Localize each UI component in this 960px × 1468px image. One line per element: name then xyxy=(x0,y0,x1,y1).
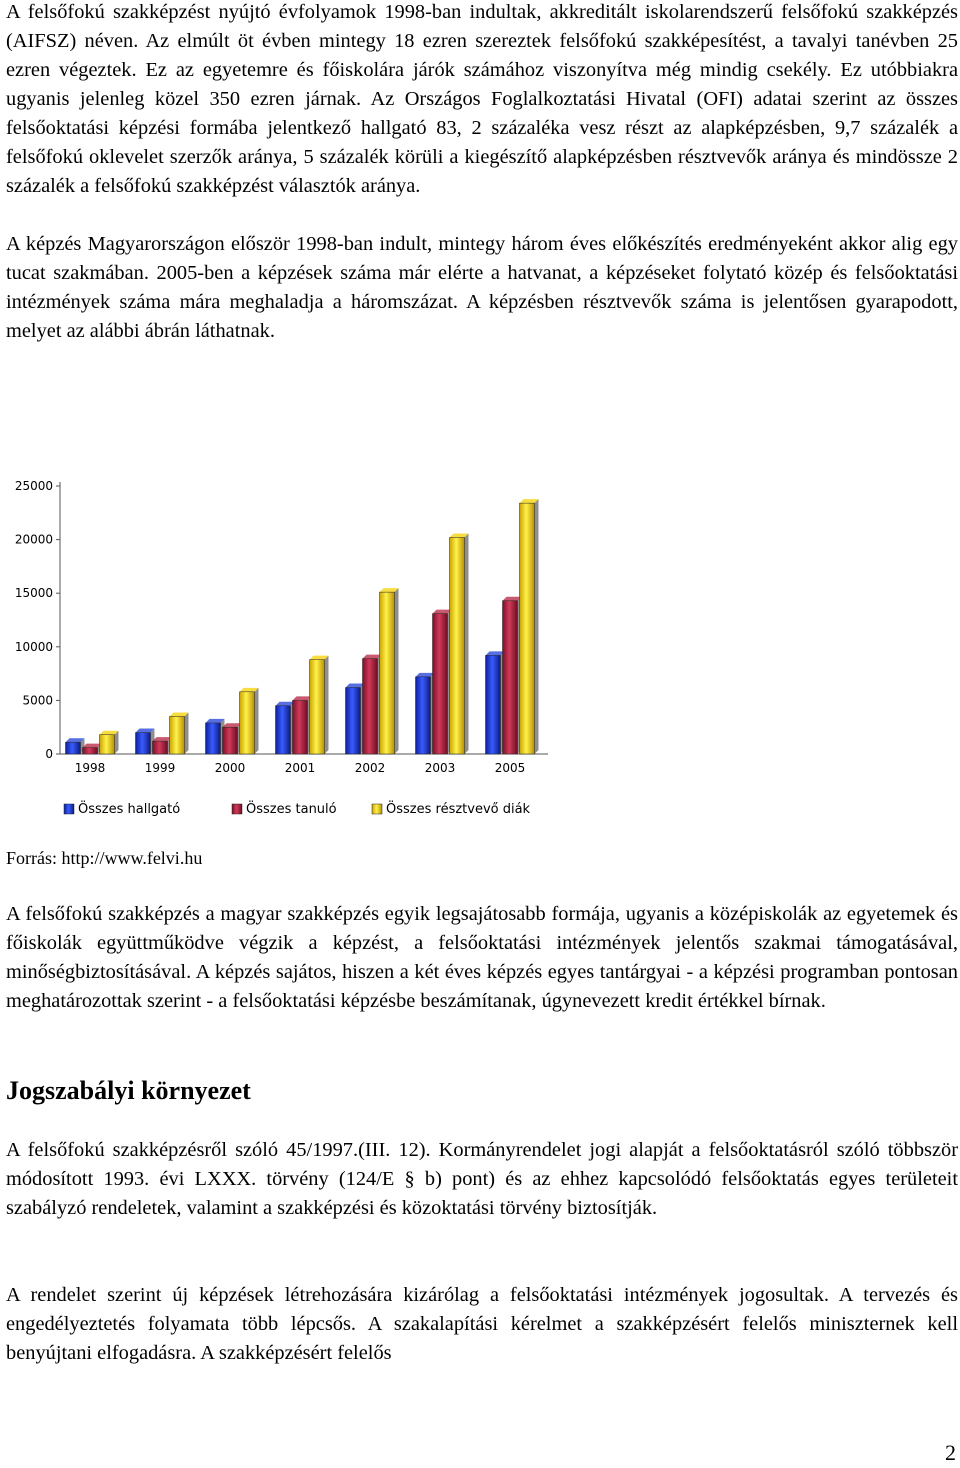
x-tick-label: 2000 xyxy=(214,761,246,775)
paragraph-intro: A felsőfokú szakképzést nyújtó évfolyamok 1998-ban indultak, akkreditált iskolarendszerű felsőfokú szakképzés (AIFSZ) néven. Az elmúlt öt évben mintegy 18 ezren szereztek felsőfokú szakképesítést, a tavalyi tanévben 25 ezren végeztek. Ez az egyetemre és főiskolára járók számához viszonyítva még mindig csekély. Ez utóbbiakra ugyanis jelenleg közel 350 ezren járnak. Az Országos Foglalkoztatási Hivatal (OFI) adatai szerint az összes felsőoktatási képzési formába jelentkező hallgató 83, 2 százaléka vesz részt az alapképzésben, 9,7 százalék a felsőfokú oklevelet szerzők aránya, 5 százalék körüli a kiegészítő alapképzésben résztvevők aránya és mindössze 2 százalék a felsőfokú szakképzést választók aránya. xyxy=(6,1,958,197)
x-tick-label: 1998 xyxy=(74,761,106,775)
bar xyxy=(240,692,255,754)
chart-bars xyxy=(66,499,539,754)
bar xyxy=(450,537,465,754)
x-tick-label: 2003 xyxy=(424,761,456,775)
legend-swatch xyxy=(232,804,242,814)
y-tick-label: 15000 xyxy=(14,586,53,601)
section-heading: Jogszabályi környezet xyxy=(6,1076,251,1105)
figure-source: Forrás: http://www.felvi.hu xyxy=(6,848,203,868)
y-tick-label: 25000 xyxy=(14,479,53,493)
bar-side xyxy=(255,688,259,754)
x-tick-label: 2002 xyxy=(354,761,386,775)
bar xyxy=(310,660,325,754)
bar-side xyxy=(325,656,329,754)
x-tick-label: 1999 xyxy=(144,761,176,775)
document-page xyxy=(6,0,958,346)
bar xyxy=(83,748,98,754)
bar xyxy=(503,601,518,754)
bar-side xyxy=(535,499,539,754)
paragraph-legal-basis: A felsőfokú szakképzésről szóló 45/1997.(III. 12). Kormányrendelet jogi alapját a felsőoktatásról szóló többször módosított 1993. évi LXXX. törvény (124/E § b) pont) és az ehhez kapcsolódó felsőoktatás egyes területeit szabályzó rendeletek, valamint a szakképzési és közoktatási törvény biztosítják. xyxy=(6,1139,958,1219)
bar xyxy=(66,742,81,754)
bar xyxy=(380,592,395,754)
chart-legend xyxy=(64,800,531,817)
y-tick-label: 10000 xyxy=(14,639,53,654)
bar xyxy=(416,677,431,754)
legend-swatch xyxy=(372,804,382,814)
bar-side xyxy=(185,712,189,754)
bar xyxy=(223,727,238,754)
bar xyxy=(433,614,448,754)
paragraph-history: A képzés Magyarországon először 1998-ban indult, mintegy három éves előkészítés eredményeként akkor alig egy tucat szakmában. 2005-ben a képzések száma már elérte a hatvanat, a képzéseket folytató közép és felsőoktatási intézmények száma mára meghaladja a háromszázat. A képzésben résztvevők száma is jelentősen gyarapodott, melyet az alábbi ábrán láthatnak. xyxy=(6,233,958,342)
y-tick-label: 20000 xyxy=(14,532,53,547)
bar-side xyxy=(465,533,469,754)
chart-svg xyxy=(8,470,548,832)
bar xyxy=(136,733,151,754)
bar xyxy=(153,741,168,754)
bar xyxy=(100,735,115,754)
bar xyxy=(276,706,291,754)
bar xyxy=(170,716,185,754)
bar xyxy=(520,503,535,754)
bar xyxy=(293,700,308,754)
participants-bar-chart xyxy=(8,470,548,832)
bar xyxy=(486,655,501,754)
paragraph-regulation: A rendelet szerint új képzések létrehozására kizárólag a felsőoktatási intézmények jogosultak. A tervezés és engedélyeztetés folyamata több lépcsős. A szakalapítási kérelmet a szakképzésért felelős miniszternek kell benyújtani elfogadásra. A szakképzésért felelős xyxy=(6,1284,958,1364)
x-tick-label: 2001 xyxy=(284,761,316,775)
legend-label: Összes tanuló xyxy=(246,802,337,817)
bar xyxy=(363,659,378,754)
paragraph-characteristics: A felsőfokú szakképzés a magyar szakképzés egyik legsajátosabb formája, ugyanis a középiskolák az egyetemek és főiskolák együttműködve végzik a képzést, a felsőoktatási intézmények jelentős szakmai támogatásával, minőségbiztosításával. A képzés sajátos, hiszen a két éves képzés egyes tantárgyai - a képzési programban pontosan meghatározottak szerint - a felsőoktatási képzésbe beszámítanak, úgynevezett kredit értékkel bírnak. xyxy=(6,903,958,1012)
page-number: 2 xyxy=(945,1440,956,1465)
y-tick-label: 5000 xyxy=(22,693,53,708)
bar xyxy=(346,688,361,754)
y-tick-label: 0 xyxy=(45,747,53,761)
bar xyxy=(206,723,221,754)
legend-label: Összes résztvevő diák xyxy=(386,802,531,817)
bar-side xyxy=(115,731,119,754)
x-tick-label: 2005 xyxy=(494,761,526,775)
bar-side xyxy=(395,588,399,754)
legend-label: Összes hallgató xyxy=(78,802,181,817)
legend-swatch xyxy=(64,804,74,814)
